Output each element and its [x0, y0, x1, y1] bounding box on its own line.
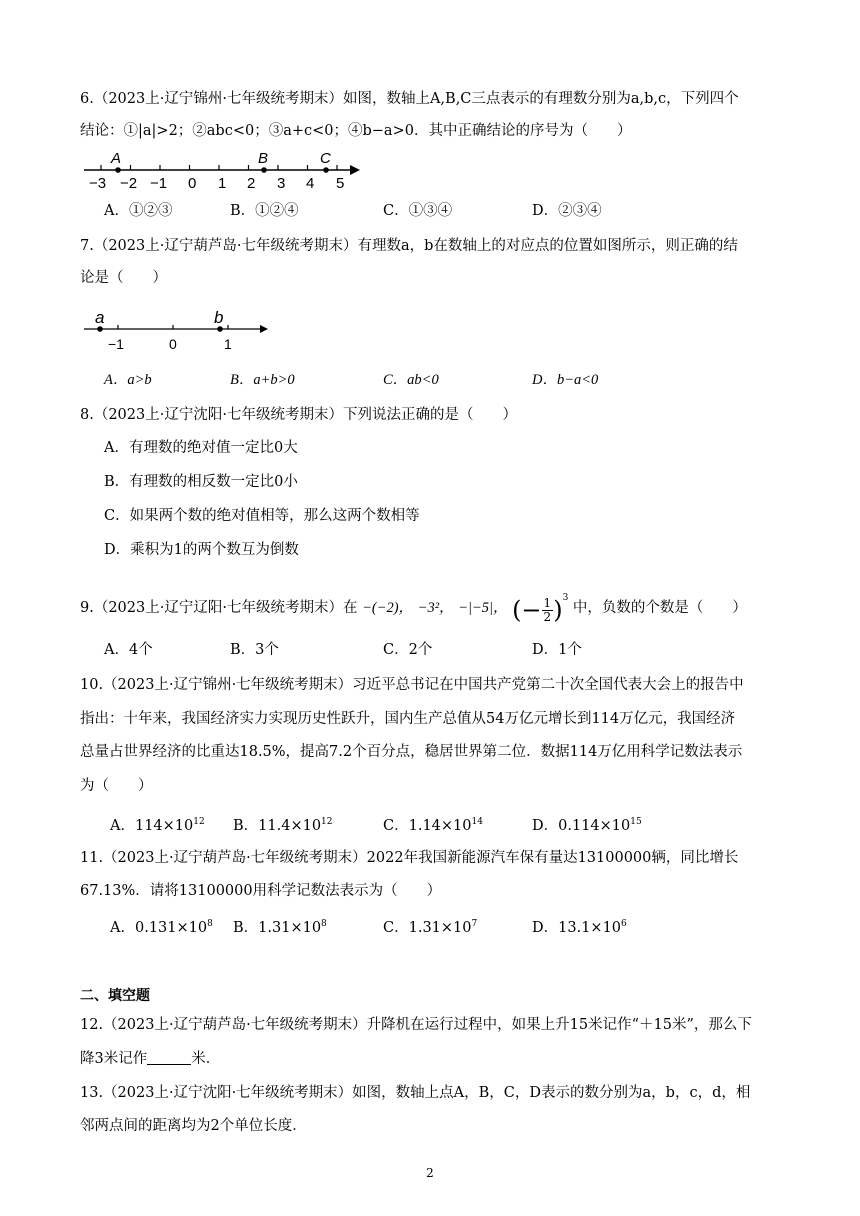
section-title-fill-in: 二、填空题 [80, 987, 150, 1003]
q7-option-a[interactable]: A．a>b [104, 372, 152, 388]
q10-stem-line2: 指出：十年来，我国经济实力实现历史性跃升，国内生产总值从54万亿元增长到114万亿元，我国经济 [80, 711, 736, 727]
q10-stem-line3: 总量占世界经济的比重达18.5%，提高7.2个百分点，稳居世界第二位．数据114万亿用科学记数法表示 [80, 744, 743, 760]
q7-point-b [217, 326, 223, 332]
q11-stem-line2: 67.13%．请将13100000用科学记数法表示为（ ） [80, 883, 442, 899]
q8-option-d[interactable]: D．乘积为1的两个数互为倒数 [104, 542, 299, 558]
q9-prefix: 9.（2023上·辽宁辽阳·七年级统考期末）在 [80, 599, 358, 616]
q6-label-c: C [320, 150, 331, 167]
q11-option-d[interactable]: D．$13.1\times 10^6$ [532, 919, 627, 936]
q9-frac-num: 1 [543, 595, 552, 610]
q6-tick-label: 5 [336, 175, 345, 192]
q10-option-d[interactable]: D．$0.114\times 10^{15}$ [532, 817, 642, 834]
q6-tick-label: 1 [218, 175, 227, 192]
q7-option-d[interactable]: D．b−a<0 [532, 372, 599, 388]
q7-point-a [97, 326, 103, 332]
q6-tick-label: 2 [247, 175, 256, 192]
q7-tick-label: −1 [108, 336, 124, 352]
q7-tick-label: 1 [224, 336, 232, 352]
q7-label-b: b [214, 308, 224, 327]
q6-point-a [115, 167, 121, 173]
q13-stem-line1: 13.（2023上·辽宁沈阳·七年级统考期末）如图，数轴上点A，B，C，D表示的数分别为a，b，c，d，相 [80, 1085, 751, 1101]
q6-option-c[interactable]: C．①③④ [383, 203, 453, 219]
page-number: 2 [426, 1166, 434, 1180]
q6-label-a: A [111, 150, 122, 167]
q6-tick-label: −1 [150, 175, 168, 192]
q11-stem-line1: 11.（2023上·辽宁葫芦岛·七年级统考期末）2022年我国新能源汽车保有量达13100000辆，同比增长 [80, 850, 739, 866]
q6-tick-label: −2 [120, 175, 138, 192]
q12-stem-line1: 12.（2023上·辽宁葫芦岛·七年级统考期末）升降机在运行过程中，如果上升15米记作“＋15米”，那么下 [80, 1017, 752, 1033]
q7-stem-line1: 7.（2023上·辽宁葫芦岛·七年级统考期末）有理数a，b在数轴上的对应点的位置如图所示，则正确的结 [80, 238, 738, 254]
q6-tick-label: 3 [277, 175, 286, 192]
q10-option-a[interactable]: A．$114\times 10^{12}$ [110, 817, 205, 834]
q8-stem: 8.（2023上·辽宁沈阳·七年级统考期末）下列说法正确的是（ ） [80, 407, 517, 423]
q7-option-c[interactable]: C．ab<0 [383, 372, 439, 388]
q6-option-a[interactable]: A．①②③ [104, 203, 173, 219]
q8-option-a[interactable]: A．有理数的绝对值一定比0大 [104, 440, 298, 456]
q6-point-b [261, 167, 267, 173]
q6-tick-label: 0 [188, 175, 197, 192]
q9-expr1: −(−2)， [362, 599, 414, 616]
q9-expr3: −|−5|， [458, 599, 508, 616]
q9-suffix: 中，负数的个数是（ ） [572, 599, 747, 616]
q11-option-c[interactable]: C．$1.31\times 10^7$ [383, 919, 478, 936]
q11-option-b[interactable]: B．$1.31\times 10^8$ [233, 919, 327, 936]
q6-stem-line2: 结论：①|a|>2；②abc<0；③a+c<0；④b−a>0．其中正确结论的序号为（ ） [80, 123, 632, 139]
q6-point-c [323, 167, 329, 173]
q6-option-d[interactable]: D．②③④ [532, 203, 602, 219]
q6-stem-line1: 6.（2023上·辽宁锦州·七年级统考期末）如图，数轴上A,B,C三点表示的有理数分别为a,b,c，下列四个 [80, 91, 739, 107]
q7-option-b[interactable]: B．a+b>0 [230, 372, 295, 388]
q9-expr2: −3²， [417, 599, 454, 616]
q9-frac-den: 2 [543, 609, 552, 624]
q13-stem-line2: 邻两点间的距离均为2个单位长度． [80, 1118, 307, 1134]
q9-stem [80, 590, 747, 626]
q9-expr4: (− $\frac{1}{2}$ )$^3$ [512, 593, 569, 624]
q9-option-b[interactable]: B．3个 [230, 642, 279, 658]
q9-option-d[interactable]: D．1个 [532, 642, 582, 658]
q10-stem-line4: 为（ ） [80, 778, 153, 794]
q6-option-b[interactable]: B．①②④ [230, 203, 299, 219]
q11-option-a[interactable]: A．$0.131\times 10^8$ [110, 919, 213, 936]
q7-stem-line2: 论是（ ） [80, 270, 167, 286]
q8-option-c[interactable]: C．如果两个数的绝对值相等，那么这两个数相等 [104, 508, 420, 524]
q7-number-line [80, 304, 280, 354]
q6-tick-label: 4 [306, 175, 315, 192]
q7-label-a: a [95, 308, 105, 327]
q7-tick-label: 0 [169, 336, 177, 352]
q9-exponent: 3 [562, 593, 569, 603]
q12-stem-line2: 降3米记作 米． [80, 1051, 221, 1067]
q6-label-b: B [258, 150, 269, 167]
q12-answer-blank[interactable] [147, 1050, 191, 1065]
q10-stem-line1: 10.（2023上·辽宁锦州·七年级统考期末）习近平总书记在中国共产党第二十次全国代表大会上的报告中 [80, 677, 744, 693]
q10-option-c[interactable]: C．$1.14\times 10^{14}$ [383, 817, 483, 834]
q8-option-b[interactable]: B．有理数的相反数一定比0小 [104, 474, 298, 490]
q9-option-a[interactable]: A．4个 [104, 642, 153, 658]
q6-number-line [80, 150, 370, 192]
q6-tick-label: −3 [89, 175, 107, 192]
q9-option-c[interactable]: C．2个 [383, 642, 433, 658]
q10-option-b[interactable]: B．$11.4\times 10^{12}$ [233, 817, 333, 834]
